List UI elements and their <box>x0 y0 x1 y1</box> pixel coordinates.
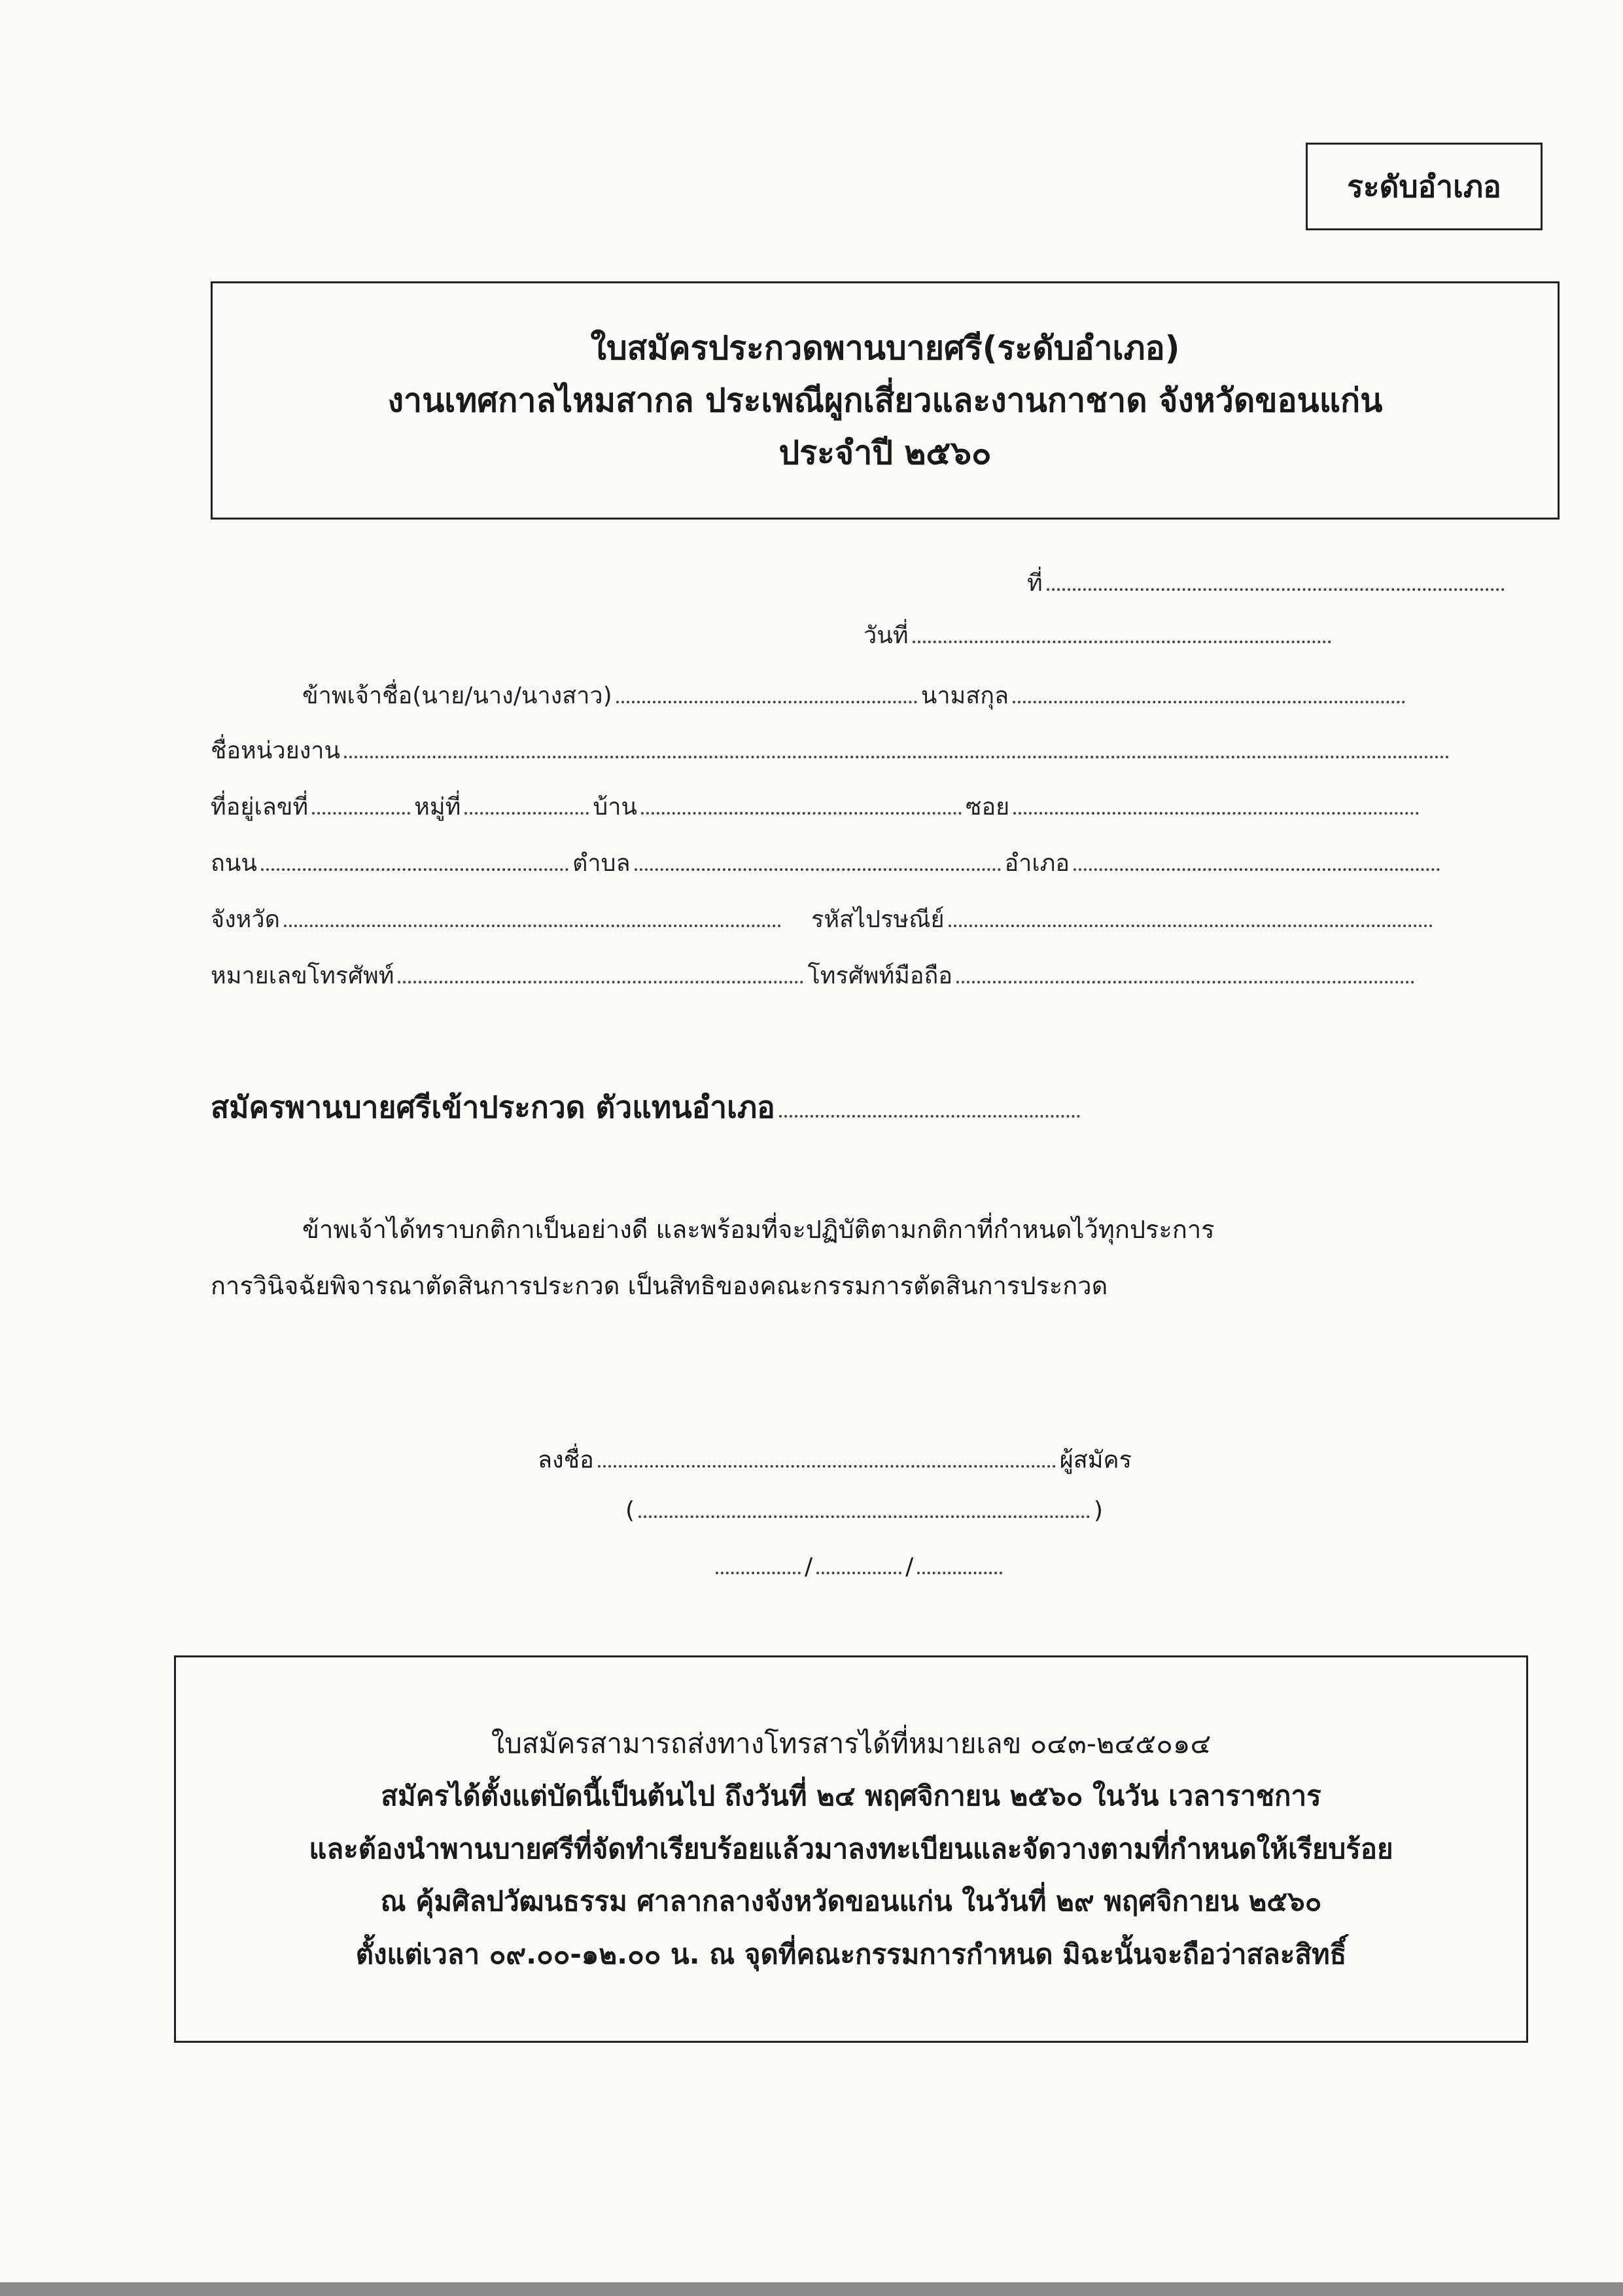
title-line-1: ใบสมัครประกวดพานบายศรี(ระดับอำเภอ) <box>590 329 1180 367</box>
agency-field[interactable] <box>211 737 1454 765</box>
notice-line-1: ใบสมัครสามารถส่งทางโทรสารได้ที่หมายเลข ๐๔๓-๒๔๕๐๑๔ <box>491 1727 1212 1760</box>
postcode-label: รหัสไปรษณีย์ <box>811 906 945 933</box>
address-no-label: ที่อยู่เลขที่ <box>211 794 309 821</box>
tambon-blank[interactable] <box>635 868 1001 871</box>
village-blank[interactable] <box>641 812 962 815</box>
name-field[interactable] <box>302 682 1409 710</box>
address-no-blank[interactable] <box>312 812 410 815</box>
printed-name-blank[interactable] <box>638 1515 1090 1518</box>
signature-date-line[interactable] <box>712 1553 1006 1580</box>
road-label: ถนน <box>211 850 258 877</box>
number-blank[interactable] <box>1047 588 1505 591</box>
day-blank[interactable] <box>716 1572 801 1574</box>
paren-close: ) <box>1094 1497 1104 1524</box>
title-line-3: ประจำปี ๒๕๖๐ <box>778 434 992 472</box>
name-label: ข้าพเจ้าชื่อ(นาย/นาง/นางสาว) <box>302 682 612 709</box>
agency-label: ชื่อหน่วยงาน <box>211 737 341 764</box>
date-label: วันที่ <box>864 622 909 649</box>
postcode-blank[interactable] <box>949 925 1433 927</box>
entry-heading-label: สมัครพานบายศรีเข้าประกวด ตัวแทนอำเภอ <box>211 1089 775 1125</box>
applicant-label: ผู้สมัคร <box>1059 1447 1132 1474</box>
tambon-label: ตำบล <box>572 850 631 877</box>
number-label: ที่ <box>1027 570 1043 597</box>
paren-open: ( <box>625 1497 635 1524</box>
title-box <box>211 281 1560 520</box>
statement-line-1: ข้าพเจ้าได้ทราบกติกาเป็นอย่างดี และพร้อมที่จะปฏิบัติตามกติกาที่กำหนดไว้ทุกประการ <box>302 1215 1215 1244</box>
phone-blank[interactable] <box>398 981 803 983</box>
phone-field[interactable] <box>211 962 1418 990</box>
statement-line-2: การวินิจฉัยพิจารณาตัดสินการประกวด เป็นสิทธิของคณะกรรมการตัดสินการประกวด <box>211 1271 1108 1300</box>
printed-name-line[interactable] <box>625 1497 1103 1524</box>
mobile-blank[interactable] <box>956 981 1414 983</box>
road-field[interactable] <box>211 849 1444 877</box>
number-field[interactable] <box>1027 569 1509 597</box>
notice-box <box>174 1655 1528 2043</box>
province-field[interactable] <box>211 906 1437 934</box>
address-field[interactable] <box>211 793 1423 821</box>
entry-heading[interactable] <box>211 1084 1084 1131</box>
signature-line[interactable] <box>538 1441 1132 1478</box>
mobile-label: โทรศัพท์มือถือ <box>807 963 952 989</box>
signature-blank[interactable] <box>598 1465 1056 1468</box>
name-blank[interactable] <box>616 701 917 703</box>
moo-blank[interactable] <box>464 812 589 815</box>
soi-blank[interactable] <box>1013 812 1419 815</box>
notice-line-2: สมัครได้ตั้งแต่บัดนี้เป็นต้นไป ถึงวันที่ ๒๔ พฤศจิกายน ๒๕๖๐ ในวัน เวลาราชการ <box>381 1780 1321 1812</box>
date-field[interactable] <box>864 622 1335 650</box>
sign-label: ลงชื่อ <box>538 1447 594 1474</box>
amphoe-blank[interactable] <box>1073 868 1440 871</box>
surname-label: นามสกุล <box>920 682 1009 709</box>
road-blank[interactable] <box>261 868 568 871</box>
province-label: จังหวัด <box>211 906 280 933</box>
notice-line-3: และต้องนำพานบายศรีที่จัดทำเรียบร้อยแล้วมาลงทะเบียนและจัดวางตามที่กำหนดให้เรียบร้อย <box>309 1832 1393 1865</box>
scan-bottom-edge <box>0 2282 1623 2296</box>
agency-blank[interactable] <box>344 756 1450 758</box>
title-line-2: งานเทศกาลไหมสากล ประเพณีผูกเสี่ยวและงานกาชาด จังหวัดขอนแก่น <box>387 381 1383 419</box>
amphoe-label: อำเภอ <box>1004 850 1070 877</box>
level-label: ระดับอำเภอ <box>1347 168 1501 204</box>
surname-blank[interactable] <box>1013 701 1405 703</box>
notice-line-5: ตั้งแต่เวลา ๐๙.๐๐-๑๒.๐๐ น. ณ จุดที่คณะกรรมการกำหนด มิฉะนั้นจะถือว่าสละสิทธิ์ <box>355 1937 1347 1970</box>
date-separator-2: / <box>905 1553 914 1580</box>
date-separator-1: / <box>805 1553 813 1580</box>
soi-label: ซอย <box>966 794 1010 821</box>
moo-label: หมู่ที่ <box>414 794 461 821</box>
province-blank[interactable] <box>284 925 781 927</box>
year-blank[interactable] <box>917 1572 1002 1574</box>
district-representative-blank[interactable] <box>779 1115 1080 1118</box>
date-blank[interactable] <box>913 641 1331 643</box>
notice-line-4: ณ คุ้มศิลปวัฒนธรรม ศาลากลางจังหวัดขอนแก่น ในวันที่ ๒๙ พฤศจิกายน ๒๕๖๐ <box>380 1885 1322 1918</box>
phone-label: หมายเลขโทรศัพท์ <box>211 963 394 989</box>
village-label: บ้าน <box>593 794 638 821</box>
month-blank[interactable] <box>816 1572 901 1574</box>
level-label-box <box>1306 143 1543 230</box>
